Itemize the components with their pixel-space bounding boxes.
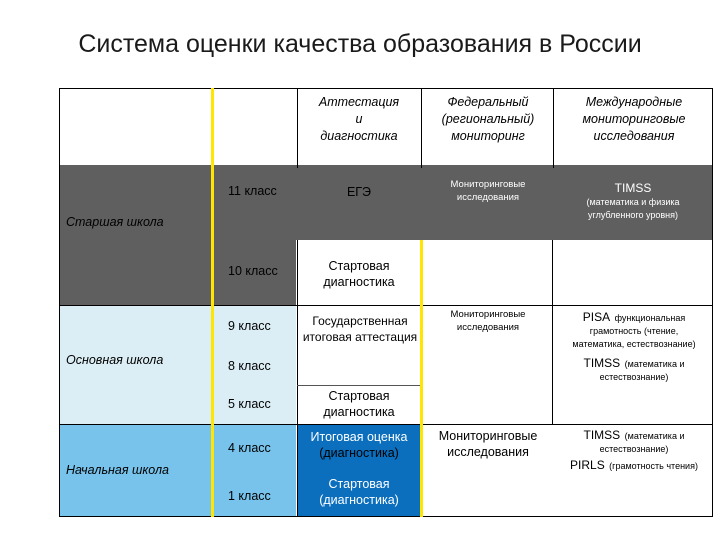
cell-final-assessment-4-line1: Итоговая оценка [310,430,408,444]
cell-start-diagnostic-1 [298,476,420,508]
timss-senior-note-line2: углубленного уровня) [587,210,678,220]
table-top-border [59,88,713,89]
header-divider-2 [421,88,422,168]
cell-pisa [555,309,713,351]
pirls-line [555,457,713,473]
header-attestation [298,94,420,145]
cell-monitoring-basic [424,308,552,334]
pisa-label: PISA [582,310,611,324]
cell-timss-basic [555,355,713,384]
cell-monitoring-primary-line2: исследования [447,445,529,459]
cell-monitoring-primary-line1: Мониторинговые [438,429,538,443]
col-divider-federal [552,240,553,425]
cell-start-diagnostic-10-line2: диагностика [323,275,395,289]
timss-senior-label: TIMSS [614,181,652,195]
cell-start-diagnostic-10 [298,258,420,290]
timss-primary-note: (математика и [624,431,685,441]
grade-4-label: 4 класс [228,441,271,455]
school-senior-label: Старшая школа [66,215,164,229]
cell-monitoring-basic-line2: исследования [456,322,520,333]
header-divider-3 [553,88,554,168]
cell-start-diagnostic-10-line1: Стартовая [328,259,390,273]
grade-10-label: 10 класс [228,264,278,278]
timss-primary-label: TIMSS [583,428,621,442]
grade-9-label: 9 класс [228,319,271,333]
timss-basic-note: (математика и [624,359,685,369]
cell-monitoring-basic-line1: Мониторинговые [450,309,526,320]
timss-basic-note-line2: естествознание) [599,372,669,382]
yellow-divider-right [420,240,423,517]
cell-monitoring-senior [424,178,552,204]
yellow-divider-left [211,88,214,517]
row-divider-basic-primary [59,424,713,425]
header-attestation-line1: Аттестация [318,95,400,109]
school-basic-label: Основная школа [66,353,164,367]
header-international-line1: Международные [585,95,683,109]
header-attestation-line3: диагностика [320,129,398,143]
pisa-note: функциональная [614,313,686,323]
cell-start-diagnostic-5-line1: Стартовая [328,389,390,403]
header-international [555,94,713,145]
attestation-row-divider-1 [297,385,422,386]
grade-5-label: 5 класс [228,397,271,411]
grade-1-label: 1 класс [228,489,271,503]
cell-start-diagnostic-1-line1: Стартовая [328,477,390,491]
timss-senior-note-line1: (математика и физика [586,197,680,207]
header-federal [424,94,552,145]
table-bottom-border [59,516,713,517]
timss-basic-label: TIMSS [583,356,621,370]
cell-start-diagnostic-1-line2: (диагностика) [319,493,399,507]
cell-start-diagnostic-5 [298,388,420,420]
timss-basic-line [555,355,713,371]
cell-final-assessment-4 [298,429,420,461]
cell-monitoring-senior-line2: исследования [456,192,520,203]
timss-primary-note-line2: естествознание) [599,444,669,454]
header-federal-line3: мониторинг [451,129,525,143]
cell-final-assessment-4-line2: (диагностика) [319,446,399,460]
school-primary-label: Начальная школа [66,463,169,477]
pisa-line [555,309,713,325]
cell-ege: ЕГЭ [346,185,372,199]
cell-timss-senior [553,180,713,222]
pirls-label: PIRLS [570,458,605,472]
pirls-note: (грамотность чтения) [609,461,698,471]
cell-state-final-attestation-line1: Государственная [312,314,408,328]
pisa-note-line2: грамотность (чтение, [589,326,679,336]
cell-state-final-attestation-line2: итоговая аттестация [302,330,418,344]
cell-start-diagnostic-5-line2: диагностика [323,405,395,419]
timss-primary-line [555,427,713,443]
cell-monitoring-senior-line1: Мониторинговые [450,179,526,190]
page-title: Система оценки качества образования в России [78,30,642,58]
header-federal-line1: Федеральный [447,95,529,109]
header-international-line3: исследования [593,129,675,143]
table-left-border [59,88,60,517]
header-international-line2: мониторинговые [582,112,686,126]
cell-monitoring-primary [424,428,552,460]
cell-state-final-attestation [296,313,424,345]
header-federal-line2: (региональный) [441,112,535,126]
pisa-note-line3: математика, естествознание) [572,339,696,349]
cell-timss-primary [555,427,713,473]
row-divider-senior-basic [59,305,713,306]
header-attestation-line2: и [355,112,363,126]
grade-11-label: 11 класс [228,184,277,198]
grade-8-label: 8 класс [228,359,271,373]
